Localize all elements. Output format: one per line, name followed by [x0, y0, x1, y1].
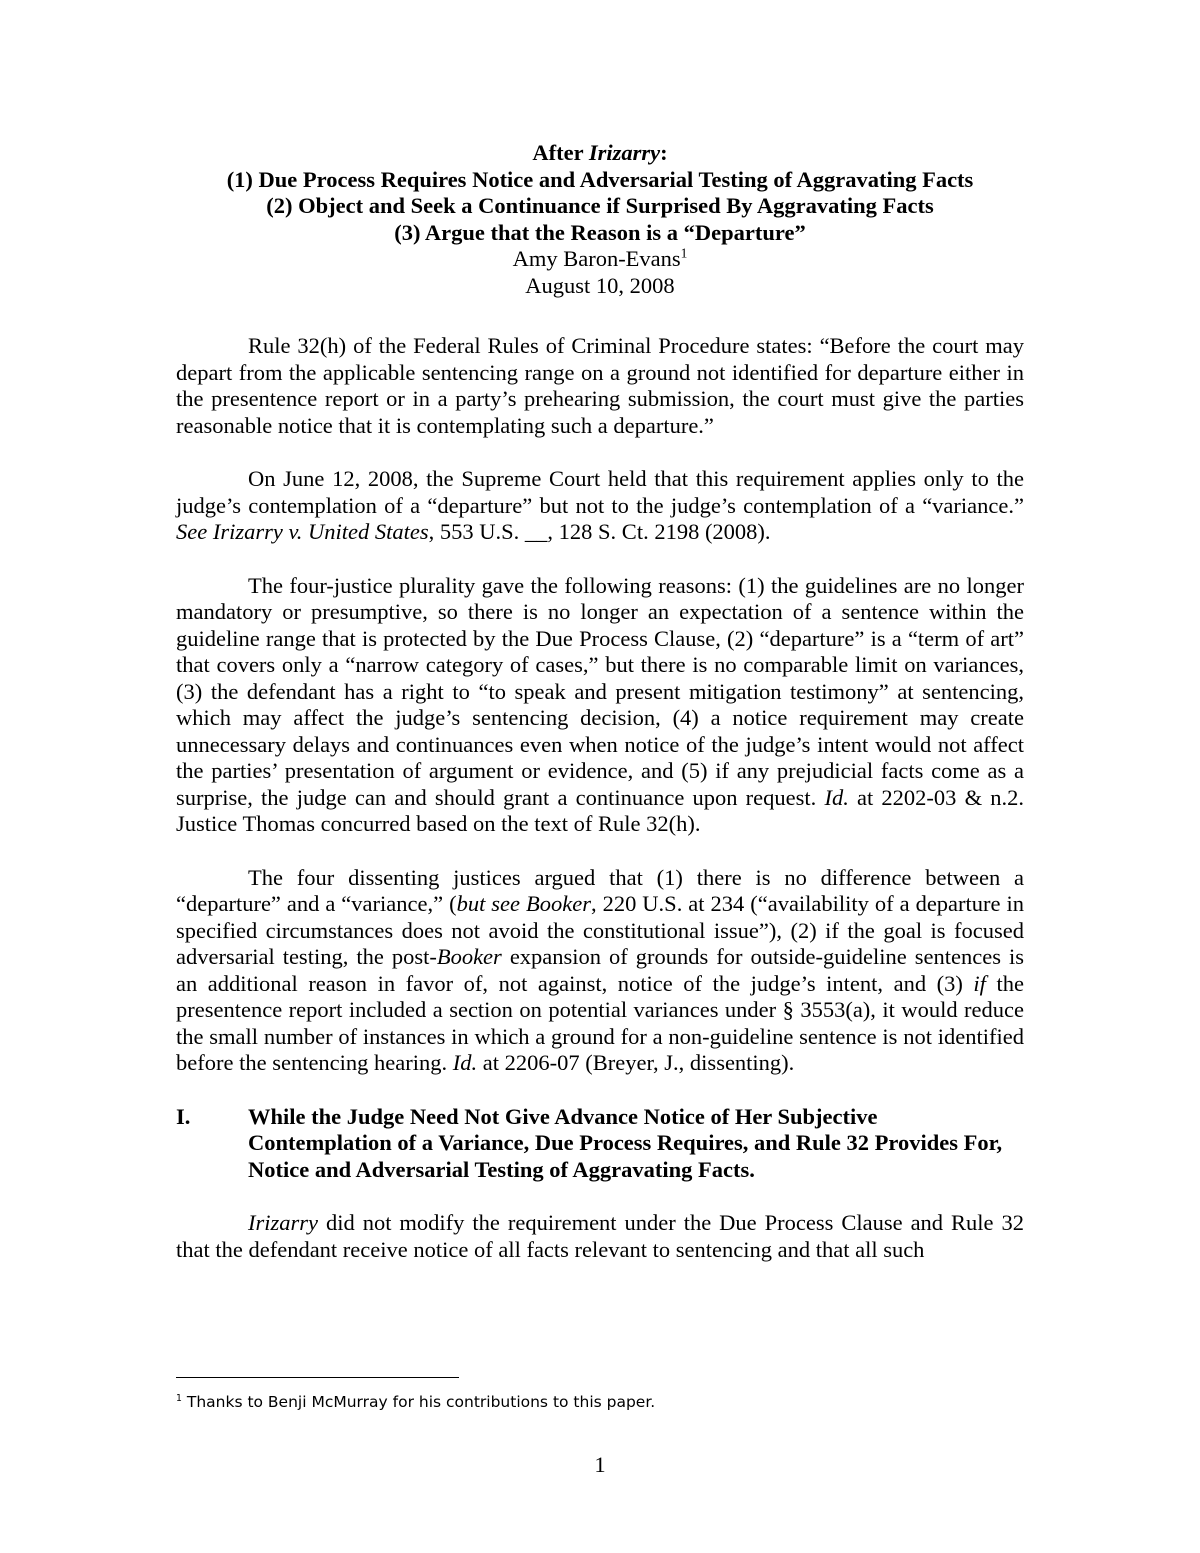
footnote	[176, 1392, 655, 1412]
title-line-1	[100, 140, 1100, 167]
title-line-1-suffix: :	[660, 140, 668, 165]
paragraph-due-process-text: did not modify the requirement under the Due Process Clause and Rule 32 that the defendant receive notice of all facts relevant to sentencing and that all such	[176, 1210, 1024, 1262]
dissent-seg-7: the presentence report included a section on potential variances under § 3553(a), it would reduce the small number of instances in which a ground for a non-guideline sentence is not identified before the sentencing hearing.	[176, 970, 1024, 1075]
title-line-1-prefix: After	[532, 140, 589, 165]
irizarry-italic: Irizarry	[248, 1210, 319, 1235]
paragraph-plurality-text: The four-justice plurality gave the following reasons: (1) the guidelines are no longer mandatory or presumptive, so there is no longer an expectation of a sentence within the guideline range that is protected by the Due Process Clause, (2) “departure” is a “term of art” that covers only a “narrow category of cases,” but there is no comparable limit on variances, (3) the defendant has a right to “to speak and present mitigation testimony” at sentencing, which may affect the judge’s sentencing decision, (4) a notice requirement may create unnecessary delays and continuances even when notice of the judge’s intent would not affect the parties’ presentation of argument or evidence, and (5) if any prejudicial facts come as a surprise, the judge can and should grant a continuance upon request.	[176, 572, 1024, 810]
paragraph-irizarry-due-process	[176, 1210, 1024, 1263]
title-line-1-italic: Irizarry	[588, 140, 661, 165]
citation-id: Id.	[824, 784, 849, 810]
paragraph-rule-32h-text: Rule 32(h) of the Federal Rules of Criminal Procedure states: “Before the court may depart from the applicable sentencing range on a ground not identified for departure either in the presentence report or in a party’s prehearing submission, the court must give the parties reasonable notice that it is contemplating such a departure.”	[176, 333, 1024, 438]
title-line-4: (3) Argue that the Reason is a “Departure”	[394, 219, 806, 245]
footnote-separator	[176, 1377, 459, 1378]
dissent-seg-6: if	[973, 970, 986, 996]
dissent-seg-1: The four dissenting justices argued that (1) there is no difference between a “departure” and a “variance,” (	[176, 864, 1024, 916]
paragraph-rule-32h	[176, 333, 1024, 439]
document-date: August 10, 2008	[525, 272, 675, 298]
dissent-seg-8: Id.	[452, 1050, 478, 1075]
footnote-text: Thanks to Benji McMurray for his contributions to this paper.	[181, 1393, 656, 1411]
paragraph-plurality-tail: at 2202-03 & n.2. Justice Thomas concurred based on the text of Rule 32(h).	[176, 784, 1024, 836]
dissent-seg-2: but see Booker	[456, 891, 591, 916]
dissent-seg-3: , 220 U.S. at 234 (“availability of a departure in specified circumstances does not avoid the constitutional issue”), (2) if the goal is focused adversarial testing, the post-	[176, 891, 1024, 969]
section-heading-i	[176, 1104, 1024, 1184]
title-line-2: (1) Due Process Requires Notice and Adversarial Testing of Aggravating Facts	[226, 166, 974, 192]
page-number: 1	[594, 1452, 606, 1477]
dissent-seg-5: expansion of grounds for outside-guideline sentences is an additional reason in favor of, not against, notice of the judge’s intent, and (3)	[176, 944, 1024, 996]
citation-reporter: , 553 U.S. __, 128 S. Ct. 2198 (2008).	[428, 519, 771, 544]
author-name: Amy Baron-Evans	[512, 246, 681, 271]
document-title-block	[100, 140, 1100, 299]
section-heading-text: While the Judge Need Not Give Advance Notice of Her Subjective Contemplation of a Variance, Due Process Requires, and Rule 32 Provides For, Notice and Adversarial Testing of Aggravating Facts.	[248, 1103, 1003, 1182]
paragraph-dissent	[176, 865, 1024, 1077]
author-line	[100, 246, 1100, 273]
dissent-seg-9: at 2206-07 (Breyer, J., dissenting).	[477, 1050, 795, 1075]
dissent-seg-4: Booker	[436, 944, 502, 969]
paragraph-supreme-court-holding	[176, 466, 1024, 546]
section-number: I.	[176, 1103, 191, 1129]
paragraph-plurality-reasons	[176, 573, 1024, 838]
title-line-3: (2) Object and Seek a Continuance if Surprised By Aggravating Facts	[266, 193, 934, 218]
citation-irizarry: See Irizarry v. United States	[176, 519, 429, 544]
footnote-marker: 1	[176, 1392, 182, 1404]
document-body	[176, 333, 1024, 1290]
author-footnote-marker: 1	[680, 245, 688, 261]
paragraph-holding-text: On June 12, 2008, the Supreme Court held that this requirement applies only to the judge’s contemplation of a “departure” but not to the judge’s contemplation of a “variance.”	[176, 466, 1024, 518]
